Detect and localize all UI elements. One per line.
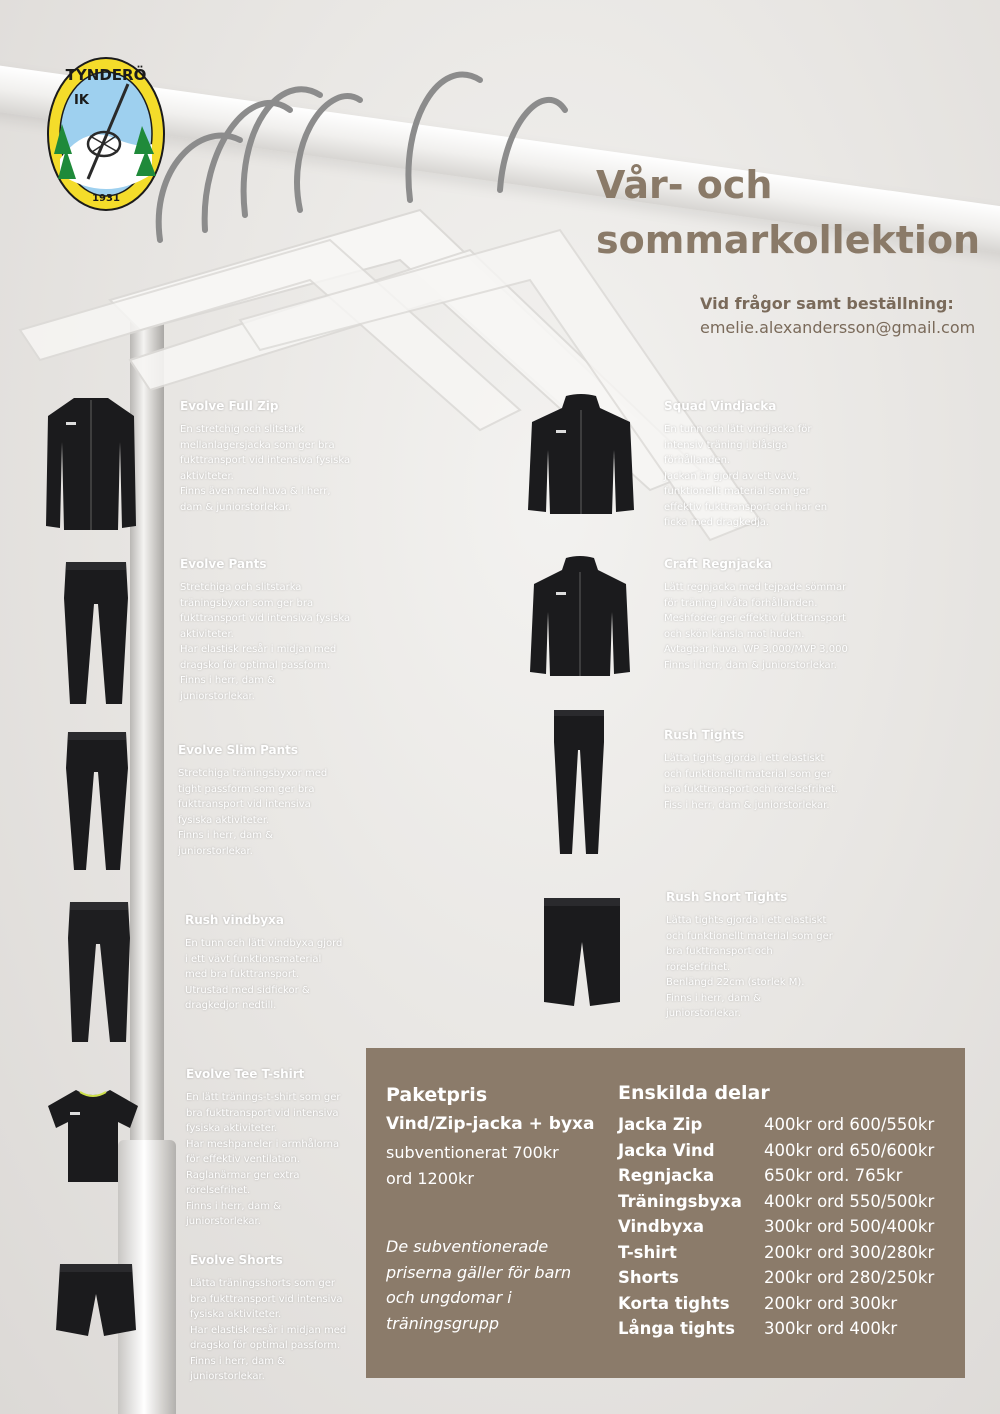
product-name: Rush vindbyxa	[185, 913, 284, 927]
product-description: En lätt tränings-t-shirt som ger bra fukttransport vid intensiva fysiska aktiviteter. Har meshpaneler i armhålorna för effektiv ventilation. Raglanärmar ger extra rörelsefrihet. Finns i herr, dam & juniorstorlekar.	[186, 1092, 341, 1227]
item-price: 200kr ord 280/250kr	[764, 1268, 935, 1287]
product-description: Lätt regnjacka med tejpade sömmar för träning i våta förhållanden. Meshfoder ger effektiv fukttransport och skön känsla mot huden. Avtagbar huva. WP 3,000/MVP 3,000 Finns i herr, dam & juniorstorlekar.	[664, 582, 848, 671]
svg-text:IK: IK	[74, 93, 89, 108]
evolve-tee-icon	[46, 1086, 140, 1186]
rush-wind-pants-icon	[66, 898, 132, 1046]
contact-email-link[interactable]: emelie.alexandersson@gmail.com	[700, 318, 976, 337]
product-name: Evolve Full Zip	[180, 399, 279, 413]
product-evolve-pants	[180, 556, 370, 704]
single-items-title: Enskilda delar	[618, 1082, 770, 1104]
package-ordinary-price: ord 1200kr	[386, 1169, 474, 1188]
item-price: 400kr ord 650/600kr	[764, 1140, 935, 1160]
item-name: Jacka Vind	[618, 1140, 715, 1160]
item-name: Vindbyxa	[618, 1217, 705, 1236]
product-description: Lätta tights gjorda i ett elastiskt och funktionellt material som ger bra fukttransport och rörelsefrihet. Fiss i herr, dam & juniorstorlekar.	[664, 753, 839, 811]
item-price: 300kr ord 400kr	[764, 1319, 898, 1338]
svg-text:1931: 1931	[92, 193, 120, 204]
item-price: 650kr ord. 765kr	[764, 1166, 903, 1185]
price-row	[618, 1240, 958, 1266]
price-row	[618, 1138, 958, 1164]
svg-text:TYNDERÖ: TYNDERÖ	[65, 66, 147, 84]
single-items-list	[618, 1112, 958, 1342]
product-name: Rush Short Tights	[666, 890, 788, 904]
item-name: T-shirt	[618, 1242, 677, 1262]
evolve-pants-icon	[60, 558, 132, 708]
item-name: Shorts	[618, 1268, 679, 1287]
club-logo	[46, 54, 166, 214]
product-name: Craft Regnjacka	[664, 557, 772, 571]
price-row	[618, 1112, 958, 1138]
package-title: Paketpris	[386, 1084, 488, 1106]
price-row	[618, 1291, 958, 1317]
product-squad-vindjacka	[664, 398, 854, 531]
product-evolve-shorts	[190, 1252, 380, 1385]
full-zip-jacket-icon	[44, 394, 138, 534]
item-name: Jacka Zip	[618, 1115, 703, 1134]
product-description: En tunn och lätt vindjacka för intensiv träning i blåsiga förhållanden. Jackan är gjord av ett vävt, funktionellt material som ger effektiv fukttransport och har en ficka med dragkedja.	[664, 424, 828, 528]
product-rush-vindbyxa	[185, 912, 375, 1014]
package-note: De subventionerade priserna gäller för barn och ungdomar i träningsgrupp	[386, 1237, 572, 1333]
item-name: Träningsbyxa	[618, 1191, 742, 1211]
product-description: En tunn och lätt vindbyxa gjord i ett vävt funktionsmaterial med bra fukttransport. Utrustad med sidfickor & dragkedjor nedtill.	[185, 938, 343, 1011]
product-evolve-slim-pants	[178, 742, 368, 859]
item-price: 200kr ord 300/280kr	[764, 1242, 935, 1262]
price-row	[618, 1265, 958, 1291]
product-evolve-tee	[186, 1066, 376, 1230]
page-title	[596, 158, 980, 268]
price-box	[366, 1048, 965, 1378]
contact-question: Vid frågor samt beställning:	[700, 294, 954, 313]
product-evolve-full-zip	[180, 398, 370, 515]
item-price: 400kr ord 550/500kr	[764, 1191, 935, 1211]
product-name: Squad Vindjacka	[664, 399, 777, 413]
product-description: Stretchiga träningsbyxor med tight passform som ger bra fukttransport vid intensiva fysiska aktiviteter. Finns i herr, dam & juniorstorlekar.	[178, 768, 328, 857]
product-rush-short-tights	[666, 889, 856, 1022]
product-description: Stretchiga och slitstarka träningsbyxor som ger bra fukttransport vid intensiva fysiska aktiviteter. Har elastisk resår i midjan med dragsko för optimal passform. Finns i herr, dam & juniorstorlekar.	[180, 582, 351, 702]
package-combo: Vind/Zip-jacka + byxa	[386, 1114, 595, 1134]
title-line-2: sommarkollektion	[596, 218, 981, 262]
item-name: Regnjacka	[618, 1166, 715, 1185]
item-price: 300kr ord 500/400kr	[764, 1217, 935, 1236]
item-price: 400kr ord 600/550kr	[764, 1115, 935, 1134]
product-description: Lätta träningsshorts som ger bra fukttransport vid intensiva fysiska aktiviteter. Har elastisk resår i midjan med dragsko för optimal passform. Finns i herr, dam & juniorstorlekar.	[190, 1278, 347, 1382]
product-name: Rush Tights	[664, 728, 744, 742]
squad-wind-jacket-icon	[526, 394, 636, 516]
price-row	[618, 1316, 958, 1342]
item-name: Korta tights	[618, 1293, 730, 1313]
product-craft-regnjacka	[664, 556, 854, 673]
evolve-shorts-icon	[54, 1260, 138, 1344]
price-row	[618, 1214, 958, 1240]
slim-pants-icon	[62, 728, 132, 874]
product-description: Lätta tights gjorda i ett elastiskt och funktionellt material som ger bra fukttransport och rörelsefrihet. Benlängd 22cm (storlek M). Finns i herr, dam & juniorstorlekar.	[666, 915, 833, 1019]
item-price: 200kr ord 300kr	[764, 1293, 898, 1313]
product-description: En stretchig och slitstark mellanlagersjacka som ger bra fukttransport vid intensiva fysiska aktiviteter. Finns även med huva & i herr, dam & juniorstorlekar.	[180, 424, 351, 513]
rush-tights-icon	[550, 706, 608, 858]
product-name: Evolve Shorts	[190, 1253, 283, 1267]
contact-block	[700, 292, 975, 340]
product-rush-tights	[664, 727, 854, 813]
rush-short-tights-icon	[540, 894, 624, 1010]
craft-rain-jacket-icon	[528, 556, 632, 678]
price-row	[618, 1163, 958, 1189]
product-name: Evolve Tee T-shirt	[186, 1067, 305, 1081]
item-name: Långa tights	[618, 1319, 735, 1338]
package-prices	[386, 1140, 596, 1192]
price-row	[618, 1189, 958, 1215]
package-subsidized-price: subventionerat 700kr	[386, 1143, 559, 1162]
product-name: Evolve Pants	[180, 557, 267, 571]
product-name: Evolve Slim Pants	[178, 743, 299, 757]
title-line-1: Vår- och	[596, 163, 773, 207]
